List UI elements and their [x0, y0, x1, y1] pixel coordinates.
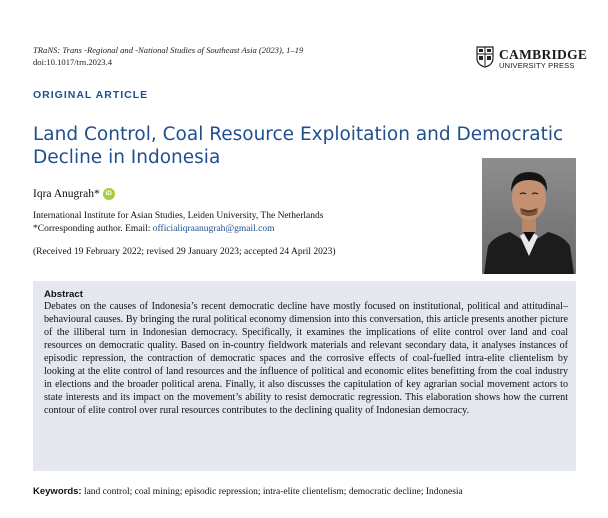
orcid-icon[interactable]: iD	[103, 188, 115, 200]
publisher-name: CAMBRIDGE	[499, 47, 588, 62]
keywords	[33, 486, 593, 497]
publisher-logo	[476, 46, 588, 72]
article-type: ORIGINAL ARTICLE	[33, 89, 149, 101]
corresponding-author	[33, 224, 275, 234]
received-dates: (Received 19 February 2022; revised 29 January 2023; accepted 24 April 2023)	[33, 247, 336, 257]
abstract-heading: Abstract	[44, 289, 83, 300]
author-photo	[482, 158, 576, 274]
author-name: Iqra Anugrah*	[33, 188, 100, 200]
journal-citation: TRaNS: Trans -Regional and -National Studies of Southeast Asia (2023), 1–19	[33, 45, 304, 55]
doi-text: doi:10.1017/trn.2023.4	[33, 57, 113, 67]
author-line	[33, 188, 115, 200]
cambridge-shield-icon	[476, 46, 494, 68]
article-title: Land Control, Coal Resource Exploitation and Democratic Decline in Indonesia	[33, 124, 564, 168]
affiliation: International Institute for Asian Studies, Leiden University, The Netherlands	[33, 211, 324, 221]
keywords-label: Keywords:	[33, 486, 82, 497]
keywords-list: land control; coal mining; episodic repression; intra-elite clientelism; democratic decline; Indonesia	[83, 487, 463, 497]
publisher-press: UNIVERSITY PRESS	[499, 61, 575, 70]
corresponding-label: *Corresponding author. Email:	[33, 224, 153, 234]
author-email-link[interactable]: officialiqraanugrah@gmail.com	[152, 224, 275, 234]
abstract-text: Debates on the causes of Indonesia’s recent democratic decline have mostly focused on institutional, political and attitudinal–behavioural causes. By bringing the rural political economy dimension into this conversation, this article presents another picture of the illiberal turn in Indonesian democracy. Specifically, it examines the implications of elite control over land and coal resources on democratic quality. Based on in-country fieldwork materials and relevant secondary data, it analyses instances of episodic repression, the contraction of democratic spaces and the corrosive effects of coal-fuelled intra-elite clientelism by looking at the elite control of land resources and the influence of political and economic elites benefitting from the coal industry in elections and the broader political arena. Finally, it also discusses the capitulation of key agrarian social movement actors to state interests and its impact on the movement’s ability to resist democratic regression. This elaboration shows how the current contour of elite control over rural resources contributes to the declining quality of Indonesian democracy.	[44, 301, 568, 417]
